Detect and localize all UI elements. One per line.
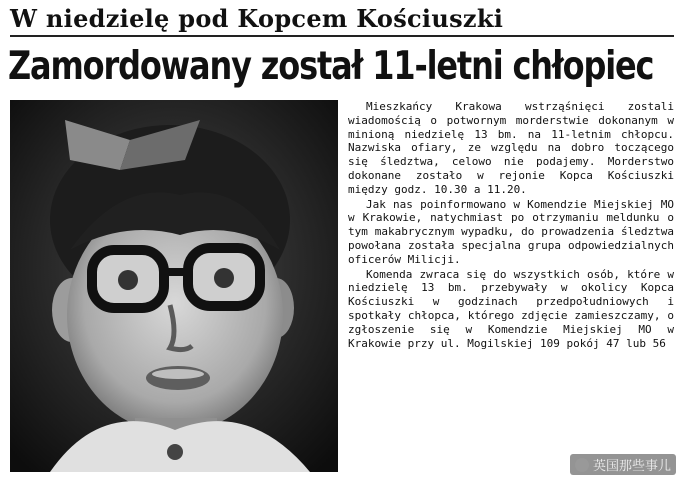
kicker-heading: W niedzielę pod Kopcem Kościuszki [10, 4, 504, 33]
article-paragraph: Mieszkańcy Krakowa wstrząśnięci zostali wiadomością o potwornym morderstwie dokonanym w minioną niedzielę 13 bm. na 11-letnim chłopcu. Nazwiska ofiary, ze względu na dobro toczącego się śledztwa, celowo nie podajemy. Morderstwo dokonane zostało w rejonie Kopca Kościuszki między godz. 10.30 a 11.20. [348, 100, 674, 196]
boy-with-glasses-portrait [10, 100, 338, 472]
wechat-icon [575, 458, 589, 472]
article-paragraph: Komenda zwraca się do wszystkich osób, które w niedzielę 13 bm. przebywały w okolicy Kopca Kościuszki w godzinach przedpołudniowych i spotkały chłopca, którego zdjęcie zamieszczamy, o zgłoszenie się w Komendzie Miejskiej MO w Krakowie przy ul. Mogilskiej 109 pokój 47 lub 56 [348, 267, 674, 350]
heading-divider [10, 35, 674, 37]
article-body [348, 100, 674, 476]
boy-portrait-photo [10, 100, 338, 472]
watermark-badge [570, 454, 676, 475]
article-paragraph: Jak nas poinformowano w Komendzie Miejskiej MO w Krakowie, natychmiast po otrzymaniu meldunku o tym makabrycznym wypadku, do prowadzenia śledztwa powołana została specjalna grupa odpowiedzialnych oficerów Milicji. [348, 197, 674, 266]
watermark-text: 英国那些事儿 [592, 459, 671, 474]
page-title: Zamordowany został 11-letni chłopiec [8, 44, 654, 89]
